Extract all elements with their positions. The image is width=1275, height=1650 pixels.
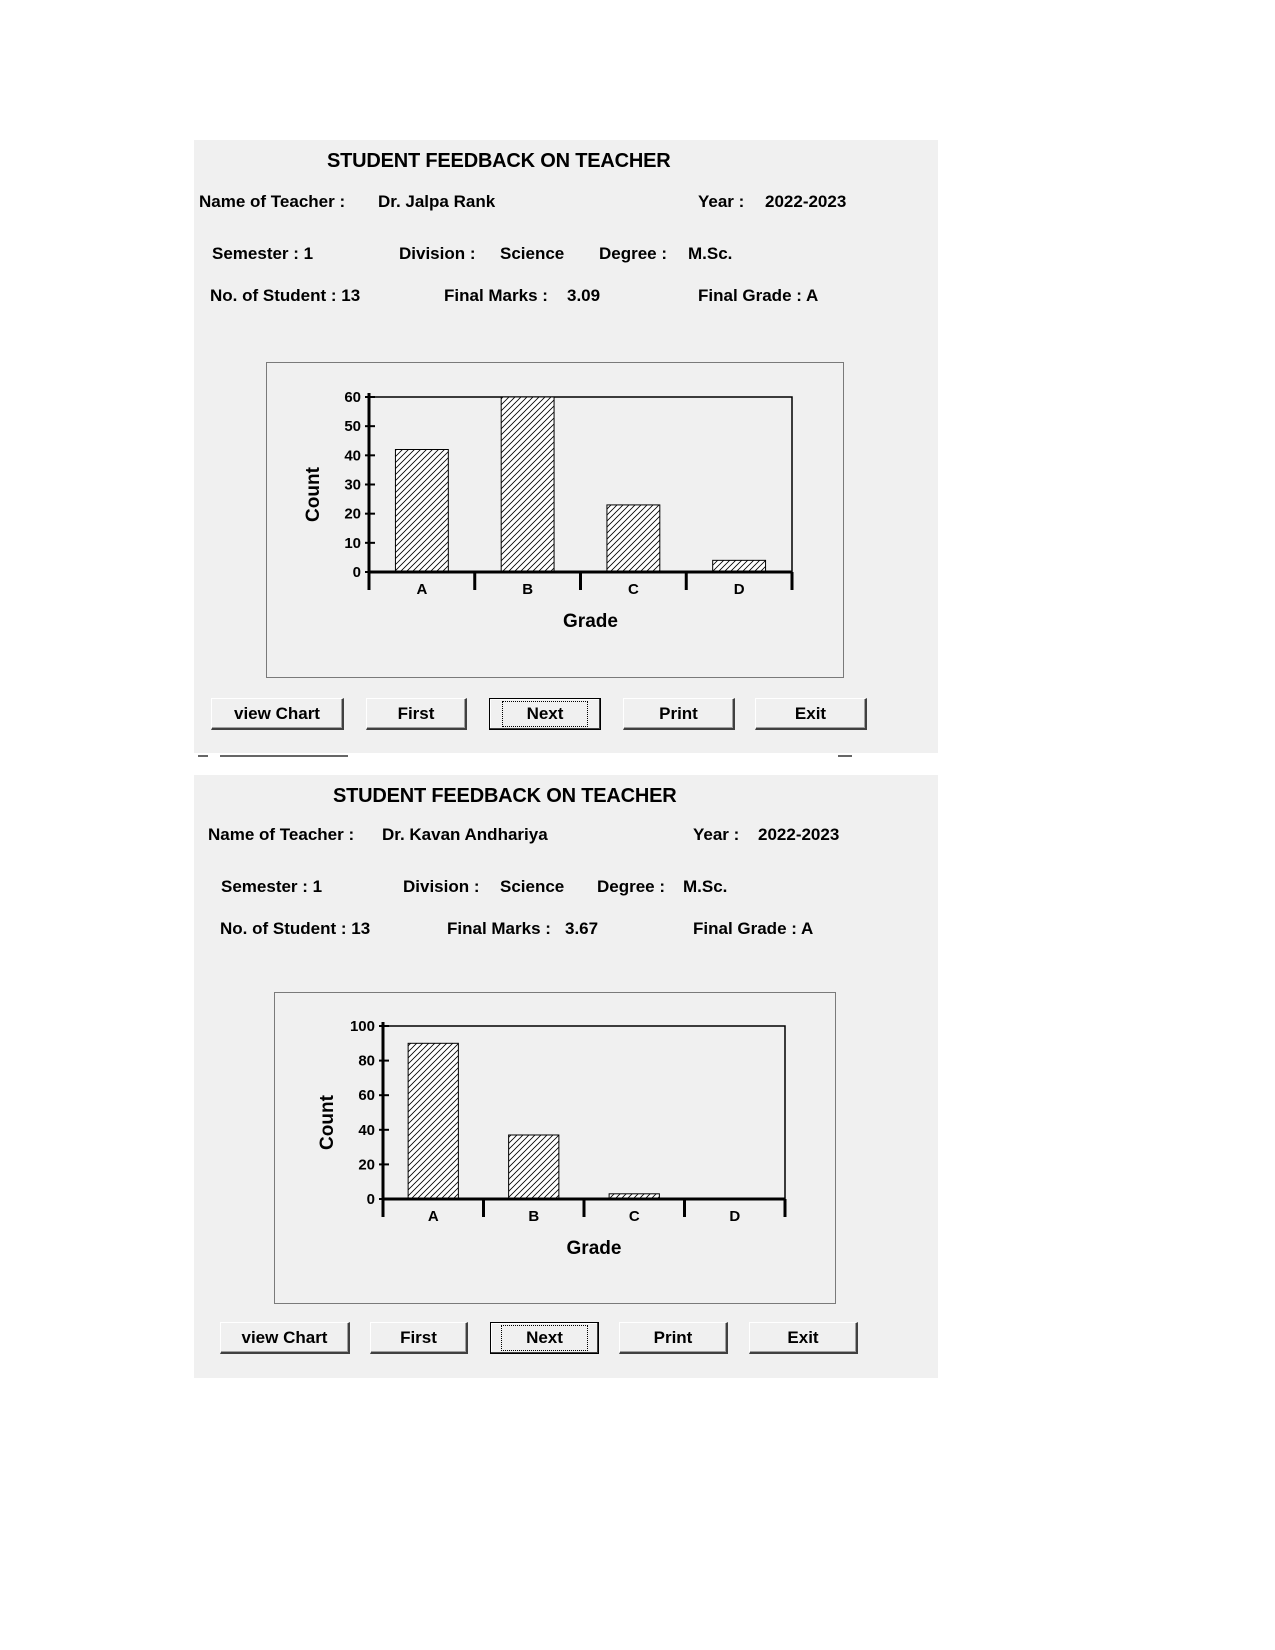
semester-label: Semester : 1 xyxy=(212,244,314,263)
x-tick-label: A xyxy=(427,1208,439,1225)
final-grade-label: Final Grade : A xyxy=(698,286,819,305)
year-value: 2022-2023 xyxy=(758,825,840,844)
y-axis-title: Count xyxy=(303,467,324,522)
y-tick-label: 60 xyxy=(358,1087,375,1105)
x-tick-label: C xyxy=(628,1208,640,1225)
minimize-icon[interactable] xyxy=(838,755,852,757)
final-grade-label: Final Grade : A xyxy=(693,919,814,938)
next-button-label: Next xyxy=(502,701,589,727)
exit-button[interactable]: Exit xyxy=(749,1322,858,1354)
bar-A xyxy=(395,450,448,573)
x-tick-label: A xyxy=(416,581,428,598)
bar-B xyxy=(501,397,554,572)
x-axis-title: Grade xyxy=(566,1238,622,1259)
degree-value: M.Sc. xyxy=(688,244,733,263)
y-tick-label: 100 xyxy=(349,1018,375,1035)
y-tick-label: 20 xyxy=(344,505,361,523)
x-tick-label: B xyxy=(528,1208,540,1225)
final-marks-label: Final Marks : xyxy=(444,286,548,305)
semester-label: Semester : 1 xyxy=(221,877,323,896)
bar-A xyxy=(408,1043,458,1199)
form-title: STUDENT FEEDBACK ON TEACHER xyxy=(333,785,677,807)
bar-B xyxy=(509,1135,559,1199)
teacher-name-label: Name of Teacher : xyxy=(199,192,346,211)
division-value: Science xyxy=(500,877,565,896)
final-marks-value: 3.09 xyxy=(567,286,601,305)
exit-button[interactable]: Exit xyxy=(755,698,867,730)
print-button[interactable]: Print xyxy=(623,698,735,730)
y-tick-label: 0 xyxy=(366,1191,375,1208)
next-button[interactable] xyxy=(490,1322,599,1354)
x-tick-label: B xyxy=(522,581,534,598)
final-marks-value: 3.67 xyxy=(565,919,599,938)
grade-bar-chart xyxy=(275,993,835,1303)
grade-chart-frame xyxy=(274,992,836,1304)
y-tick-label: 80 xyxy=(358,1052,375,1070)
x-axis-title: Grade xyxy=(563,611,618,632)
print-button[interactable]: Print xyxy=(619,1322,728,1354)
year-label: Year : xyxy=(698,192,745,211)
student-count-label: No. of Student : 13 xyxy=(220,919,371,938)
next-button[interactable] xyxy=(489,698,601,730)
division-value: Science xyxy=(500,244,565,263)
degree-value: M.Sc. xyxy=(683,877,728,896)
first-button[interactable]: First xyxy=(370,1322,468,1354)
next-button-label: Next xyxy=(501,1325,588,1351)
division-label: Division : xyxy=(403,877,480,896)
grade-chart-frame xyxy=(266,362,844,678)
division-label: Division : xyxy=(399,244,476,263)
y-tick-label: 60 xyxy=(344,389,361,406)
x-tick-label: C xyxy=(627,581,639,598)
view-chart-button[interactable]: view Chart xyxy=(220,1322,350,1354)
y-axis-title: Count xyxy=(317,1095,338,1150)
bar-C xyxy=(607,505,660,572)
view-chart-button[interactable]: view Chart xyxy=(211,698,344,730)
window-titlebar-strip xyxy=(194,753,938,775)
y-tick-label: 40 xyxy=(344,447,361,465)
year-label: Year : xyxy=(693,825,740,844)
year-value: 2022-2023 xyxy=(765,192,847,211)
y-tick-label: 20 xyxy=(358,1156,375,1174)
bar-D xyxy=(713,560,766,572)
y-tick-label: 30 xyxy=(344,476,361,494)
degree-label: Degree : xyxy=(597,877,666,896)
x-tick-label: D xyxy=(729,1208,741,1225)
degree-label: Degree : xyxy=(599,244,668,263)
teacher-name-value: Dr. Jalpa Rank xyxy=(378,192,496,211)
y-tick-label: 40 xyxy=(358,1121,375,1139)
form-title: STUDENT FEEDBACK ON TEACHER xyxy=(327,150,671,172)
first-button[interactable]: First xyxy=(366,698,467,730)
x-tick-label: D xyxy=(733,581,745,598)
window-icon xyxy=(198,755,208,757)
window-title-clipped xyxy=(220,755,348,757)
student-count-label: No. of Student : 13 xyxy=(210,286,361,305)
grade-bar-chart xyxy=(267,363,843,677)
y-tick-label: 0 xyxy=(352,564,361,581)
y-tick-label: 10 xyxy=(344,534,361,552)
final-marks-label: Final Marks : xyxy=(447,919,551,938)
feedback-form-2 xyxy=(194,775,938,1378)
teacher-name-label: Name of Teacher : xyxy=(208,825,355,844)
feedback-form-1 xyxy=(194,140,938,753)
y-tick-label: 50 xyxy=(344,418,361,436)
teacher-name-value: Dr. Kavan Andhariya xyxy=(382,825,548,844)
